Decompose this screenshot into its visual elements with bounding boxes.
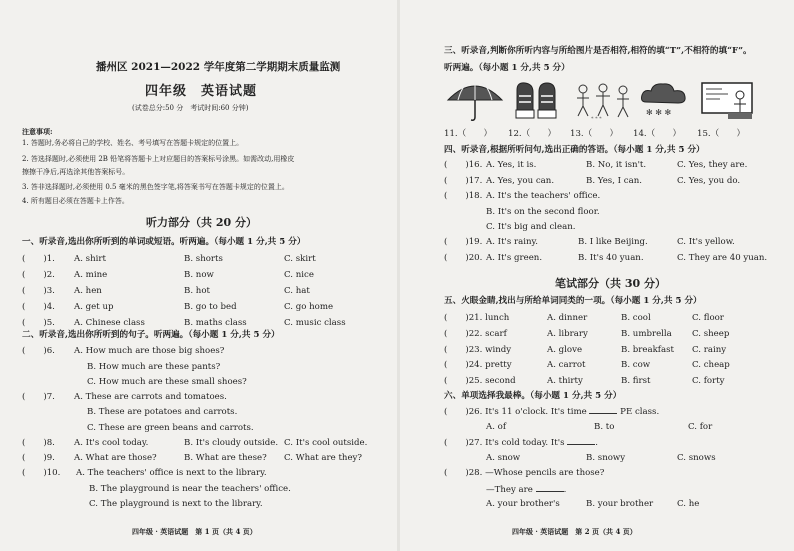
option-a: A. Chinese class [74,318,145,328]
option-b: B. cool [621,313,651,323]
option-a: A. hen [74,286,102,296]
option-a: A. These are carrots and tomatoes. [74,392,227,402]
part6-title: 六、单项选择我最棒。（每小题 1 分,共 5 分） [444,391,622,401]
question-row-10: ( )10. [22,468,61,478]
option-c: C. hat [284,286,310,296]
option-c: C. How much are these small shoes? [87,377,247,387]
option-c: C. cheap [692,360,730,370]
option-c: C. They are 40 yuan. [677,253,768,263]
picture-answer-14: 14.（ ） [633,129,682,139]
question-row-9: ( )9. [22,453,55,463]
option-c: C. Yes, they are. [677,160,748,170]
option-b: B. Yes, I can. [586,176,642,186]
note-1: 1. 答题时,务必将自己的学校、姓名、考号填写在答题卡规定的位置上。 [22,139,244,147]
option-a: A. carrot [547,360,586,370]
part5-title: 五、火眼金睛,找出与所给单词同类的一项。（每小题 1 分,共 5 分） [444,296,702,306]
picture-answer-15: 15.（ ） [697,129,746,139]
classroom-picture [698,79,756,123]
question-row-18: ( )18. [444,191,483,201]
option-b: B. cow [621,360,651,370]
question-row-19: ( )19. [444,237,483,247]
option-b: B. It's cloudy outside. [184,438,279,448]
question-row-20: ( )20. [444,253,483,263]
option-a: A. Yes, it is. [486,160,537,170]
option-a: A. How much are those big shoes? [74,346,225,356]
option-a: A. library [547,329,588,339]
option-b: B. The playground is near the teachers' office. [89,484,291,494]
mittens-picture [513,80,563,122]
option-c: C. rainy [692,345,727,355]
option-c: C. The playground is next to the library. [89,499,263,509]
option-c: C. music class [284,318,346,328]
option-b: B. I like Beijing. [578,237,648,247]
answer-blank [567,437,595,445]
snow-cloud-picture [638,80,690,122]
question-row-6: ( )6. [22,346,55,356]
option-b: B. umbrella [621,329,672,339]
option-c: C. he [677,499,700,509]
part4-title: 四、听录音,根据所听问句,选出正确的答语。（每小题 1 分,共 5 分） [444,145,705,155]
option-a: A. snow [486,453,521,463]
option-c: C. go home [284,302,334,312]
picture-answer-13: 13.（ ） [570,129,619,139]
option-b: B. breakfast [621,345,674,355]
page-footer: 四年级 · 英语试题 第 1 页（共 4 页） [132,527,257,536]
option-a: A. glove [547,345,583,355]
question-row-4: ( )4. [22,302,55,312]
notes-title: 注意事项: [22,127,53,136]
exam-title: 播州区 2021—2022 学年度第二学期期末质量监测 [96,61,341,73]
option-a: A. dinner [547,313,588,323]
option-a: A. It's green. [486,253,543,263]
question-row-21: ( )21. lunch [444,313,510,323]
note-4: 4. 所有题目必须在答题卡上作答。 [22,197,129,205]
option-a: A. mine [74,270,108,280]
note-3: 3. 答非选择题时,必须使用 0.5 毫米的黑色签字笔,将答案书写在答题卡规定的位置上。 [22,183,289,191]
option-c: C. sheep [692,329,730,339]
note-2: 2. 答选择题时,必须使用 2B 铅笔将答题卡上对应题目的答案标号涂黑。如需改动,用橡皮 [22,155,295,163]
picture-answer-11: 11.（ ） [444,129,493,139]
answer-blank [536,484,564,492]
option-a: A. your brother's [486,499,560,509]
option-a: A. thirty [547,376,583,386]
option-a: A. shirt [74,254,106,264]
option-b: B. It's 40 yuan. [578,253,644,263]
question-28-reply: —They are . [486,485,567,495]
listening-section-title: 听力部分（共 20 分） [146,216,257,229]
option-b: B. to [594,422,615,432]
option-b: B. No, it isn't. [586,160,647,170]
question-row-28: ( )28. —Whose pencils are those? [444,468,605,478]
option-a: A. Yes, you can. [486,176,555,186]
question-row-1: ( )1. [22,254,55,264]
question-row-23: ( )23. windy [444,345,512,355]
option-b: B. It's on the second floor. [486,207,600,217]
part2-title: 二、听录音,选出你所听到的句子。听两遍。（每小题 1 分,共 5 分） [22,330,280,340]
writing-section-title: 笔试部分（共 30 分） [555,277,666,290]
question-row-8: ( )8. [22,438,55,448]
picture-answer-12: 12.（ ） [508,129,557,139]
question-row-3: ( )3. [22,286,55,296]
question-row-5: ( )5. [22,318,55,328]
question-row-24: ( )24. pretty [444,360,512,370]
question-row-7: ( )7. [22,392,55,402]
option-b: B. go to bed [184,302,237,312]
option-c: C. skirt [284,254,316,264]
option-b: B. your brother [586,499,654,509]
option-a: A. It's the teachers' office. [486,191,601,201]
option-a: A. get up [74,302,114,312]
part1-title: 一、听录音,选出你所听到的单词或短语。听两遍。（每小题 1 分,共 5 分） [22,237,306,247]
option-b: B. hot [184,286,210,296]
question-row-22: ( )22. scarf [444,329,507,339]
page-2 [400,0,794,551]
option-c: C. for [688,422,713,432]
option-b: B. now [184,270,214,280]
option-c: C. These are green beans and carrots. [87,423,254,433]
part3-subtitle: 听两遍。（每小题 1 分,共 5 分） [444,63,570,73]
option-a: A. It's rainy. [486,237,538,247]
option-b: B. These are potatoes and carrots. [87,407,238,417]
option-c: C. It's big and clean. [486,222,576,232]
page-footer: 四年级 · 英语试题 第 2 页（共 4 页） [512,527,637,536]
svg-text:* * *: * * * [591,116,602,122]
question-row-27: ( )27. It's cold today. It's . [444,438,598,448]
question-row-25: ( )25. second [444,376,516,386]
question-row-17: ( )17. [444,176,483,186]
exam-meta: (试卷总分:50 分 考试时间:60 分钟) [132,104,249,112]
option-b: B. snowy [586,453,626,463]
option-b: B. How much are these pants? [87,362,221,372]
option-c: C. nice [284,270,314,280]
option-a: A. What are those? [74,453,157,463]
option-a: A. It's cool today. [74,438,149,448]
svg-text:✻ ✻ ✻: ✻ ✻ ✻ [646,108,672,117]
option-a: A. of [486,422,507,432]
question-row-16: ( )16. [444,160,483,170]
option-c: C. Yes, you do. [677,176,741,186]
option-a: A. The teachers' office is next to the library. [76,468,267,478]
umbrella-picture [446,80,504,122]
option-b: B. first [621,376,651,386]
question-row-2: ( )2. [22,270,55,280]
part3-title: 三、听录音,判断你所听内容与所给图片是否相符,相符的填“T”,不相符的填“F”。 [444,46,752,56]
question-row-26: ( )26. It's 11 o'clock. It's time PE class. [444,407,660,417]
option-b: B. What are these? [184,453,267,463]
option-c: C. snows [677,453,716,463]
option-c: C. What are they? [284,453,362,463]
option-c: C. It's yellow. [677,237,735,247]
option-b: B. maths class [184,318,247,328]
answer-blank [589,406,617,414]
option-b: B. shorts [184,254,223,264]
option-c: C. floor [692,313,724,323]
children-picture [573,80,633,122]
exam-subtitle: 四年级 英语试题 [145,84,258,99]
option-c: C. forty [692,376,725,386]
option-c: C. It's cool outside. [284,438,368,448]
note-2-cont: 擦擦干净后,再选涂其他答案标号。 [22,168,130,176]
